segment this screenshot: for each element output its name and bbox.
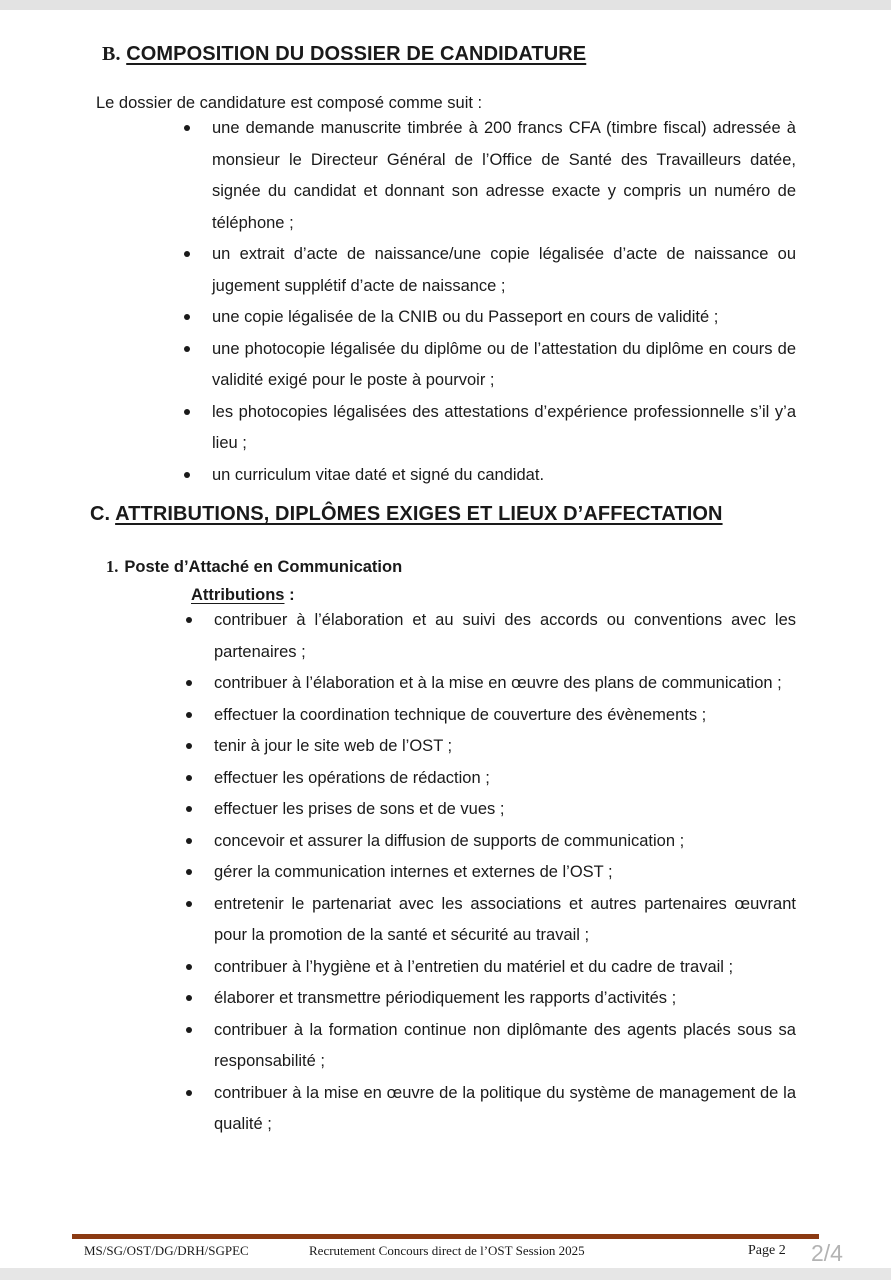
list-item: concevoir et assurer la diffusion de supports de communication ; [214, 826, 796, 858]
list-item: effectuer les prises de sons et de vues ; [214, 794, 796, 826]
list-item: contribuer à la formation continue non diplômante des agents placés sous sa responsabilité ; [214, 1015, 796, 1078]
document-page [0, 10, 891, 1268]
viewer-bottom-bar [0, 1268, 891, 1280]
list-item: les photocopies légalisées des attestations d’expérience professionnelle s’il y’a lieu ; [212, 397, 796, 460]
attributions-heading [191, 586, 295, 605]
list-item: entretenir le partenariat avec les associations et autres partenaires œuvrant pour la promotion de la santé et sécurité au travail ; [214, 889, 796, 952]
section-b-title: COMPOSITION DU DOSSIER DE CANDIDATURE [126, 43, 587, 65]
section-c-prefix: C. [90, 503, 111, 525]
list-item: une photocopie légalisée du diplôme ou de l’attestation du diplôme en cours de validité exigé pour le poste à pourvoir ; [212, 334, 796, 397]
section-b-list [212, 113, 796, 491]
list-item: contribuer à l’élaboration et au suivi des accords ou conventions avec les partenaires ; [214, 605, 796, 668]
footer-rule [72, 1234, 819, 1239]
section-b-prefix: B. [102, 43, 121, 65]
page-indicator: 2/4 [811, 1240, 843, 1266]
list-item: effectuer la coordination technique de couverture des évènements ; [214, 700, 796, 732]
list-item: une copie légalisée de la CNIB ou du Passeport en cours de validité ; [212, 302, 796, 334]
list-item: élaborer et transmettre périodiquement les rapports d’activités ; [214, 983, 796, 1015]
list-item: contribuer à l’hygiène et à l’entretien du matériel et du cadre de travail ; [214, 952, 796, 984]
section-c-heading [90, 503, 723, 526]
list-item: un curriculum vitae daté et signé du candidat. [212, 460, 796, 492]
list-item: un extrait d’acte de naissance/une copie légalisée d’acte de naissance ou jugement supplétif d’acte de naissance ; [212, 239, 796, 302]
viewer-top-bar [0, 0, 891, 10]
list-item: une demande manuscrite timbrée à 200 francs CFA (timbre fiscal) adressée à monsieur le Directeur Général de l’Office de Santé des Travailleurs datée, signée du candidat et donnant son adresse exacte y compris un numéro de téléphone ; [212, 113, 796, 239]
list-item: tenir à jour le site web de l’OST ; [214, 731, 796, 763]
section-b-heading [102, 43, 586, 66]
footer-reference: MS/SG/OST/DG/DRH/SGPEC [84, 1243, 249, 1258]
section-b-intro: Le dossier de candidature est composé comme suit : [96, 94, 483, 112]
subsection-heading [106, 557, 402, 577]
attributions-list [214, 605, 796, 1141]
attributions-suffix: : [284, 586, 295, 604]
list-item: gérer la communication internes et externes de l’OST ; [214, 857, 796, 889]
subsection-number: 1. [106, 557, 119, 576]
list-item: contribuer à la mise en œuvre de la politique du système de management de la qualité ; [214, 1078, 796, 1141]
footer-page: Page 2 [748, 1243, 786, 1258]
section-c-title: ATTRIBUTIONS, DIPLÔMES EXIGES ET LIEUX D’AFFECTATION [115, 503, 723, 525]
list-item: effectuer les opérations de rédaction ; [214, 763, 796, 795]
list-item: contribuer à l’élaboration et à la mise en œuvre des plans de communication ; [214, 668, 796, 700]
attributions-label: Attributions [191, 586, 285, 604]
subsection-title: Poste d’Attaché en Communication [124, 558, 403, 576]
footer-title: Recrutement Concours direct de l’OST Session 2025 [309, 1243, 585, 1258]
